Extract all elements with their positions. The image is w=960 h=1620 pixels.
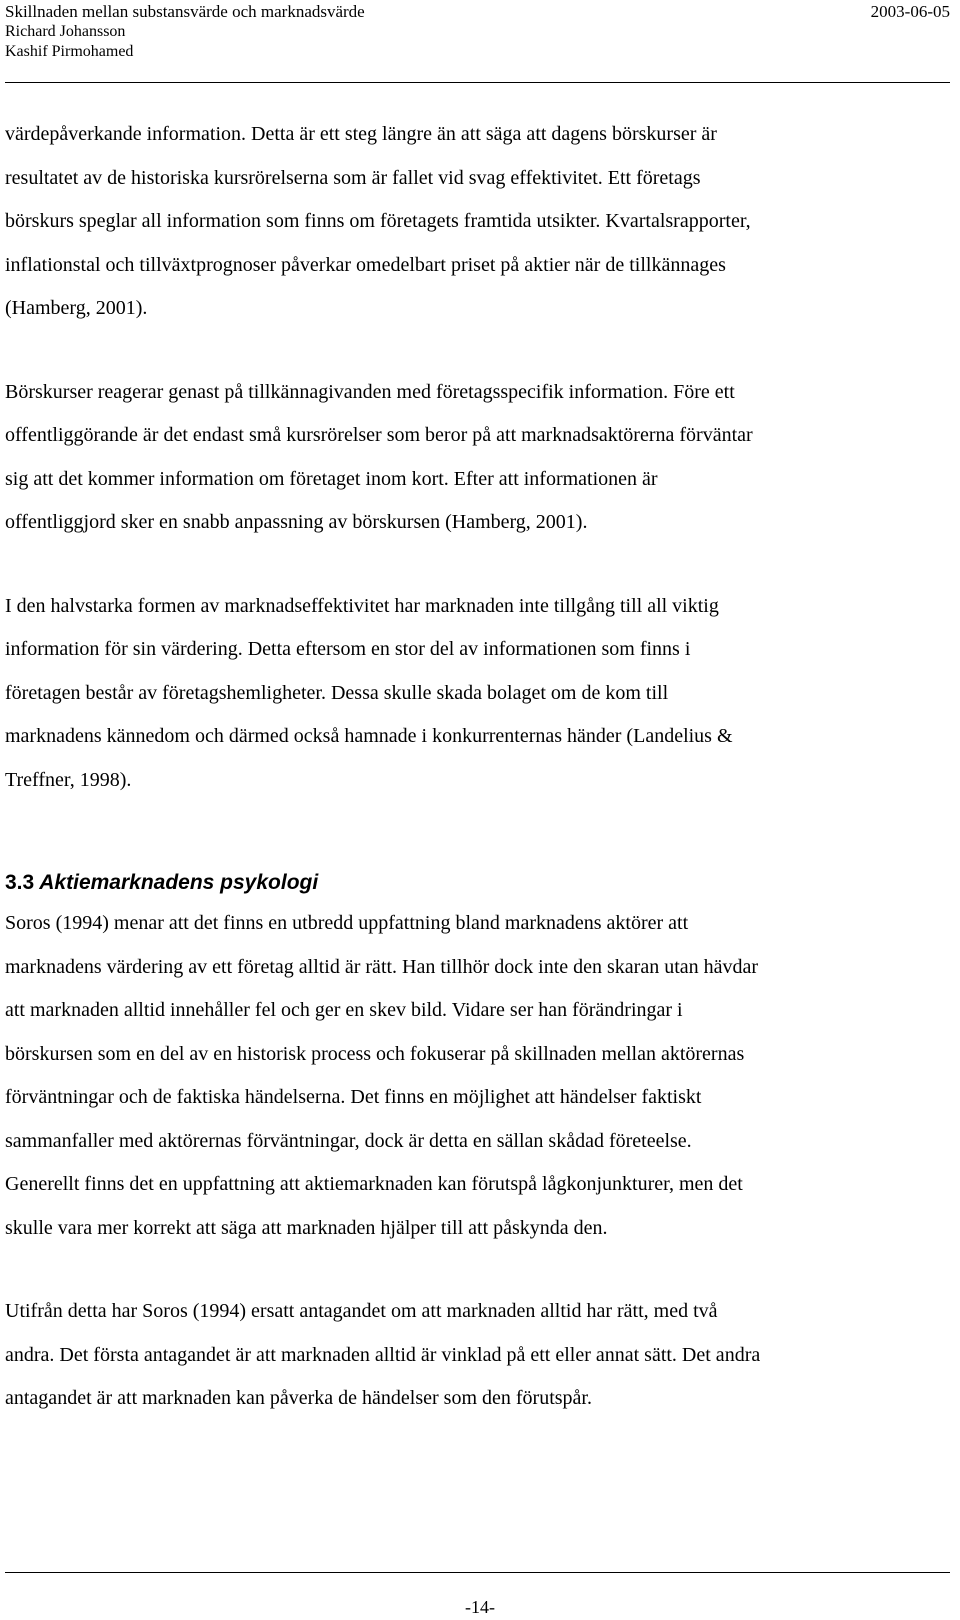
page-body — [5, 113, 950, 1421]
body-paragraph — [5, 585, 950, 803]
author-name: Richard Johansson — [5, 23, 126, 40]
text-line: I den halvstarka formen av marknadseffektivitet har marknaden inte tillgång till all viktig — [5, 594, 719, 617]
text-line: skulle vara mer korrekt att säga att marknaden hjälper till att påskynda den. — [5, 1216, 608, 1239]
body-paragraph — [5, 113, 950, 331]
author-name: Kashif Pirmohamed — [5, 43, 134, 60]
text-line: Treffner, 1998). — [5, 768, 132, 791]
text-line: offentliggörande är det endast små kursrörelser som beror på att marknadsaktörerna förväntar — [5, 424, 753, 446]
body-paragraph — [5, 371, 950, 545]
text-line: Utifrån detta har Soros (1994) ersatt antagandet om att marknaden alltid har rätt, med två — [5, 1300, 718, 1322]
text-line: marknadens värdering av ett företag alltid är rätt. Han tillhör dock inte den skaran utan hävdar — [5, 955, 759, 978]
body-paragraph — [5, 1290, 950, 1421]
page-number: -14- — [465, 1597, 495, 1617]
text-line: företagen består av företagshemligheter. Dessa skulle skada bolaget om de kom till — [5, 681, 669, 704]
text-line: andra. Det första antagandet är att marknaden alltid är vinklad på ett eller annat sätt. Det andra — [5, 1343, 761, 1366]
text-line: Generellt finns det en uppfattning att aktiemarknaden kan förutspå lågkonjunkturer, men det — [5, 1173, 743, 1195]
section-title: Aktiemarknadens psykologi — [39, 871, 319, 894]
text-line: Soros (1994) menar att det finns en utbredd uppfattning bland marknadens aktörer att — [5, 912, 689, 934]
page-header — [5, 0, 950, 84]
text-line: information för sin värdering. Detta eftersom en stor del av informationen som finns i — [5, 638, 691, 660]
text-line: Börskurser reagerar genast på tillkännagivanden med företagsspecifik information. Före ett — [5, 380, 735, 403]
document-date: 2003-06-05 — [870, 2, 950, 21]
text-line: börskursen som en del av en historisk process och fokuserar på skillnaden mellan aktörernas — [5, 1042, 745, 1065]
text-line: börskurs speglar all information som finns om företagets framtida utsikter. Kvartalsrapporter, — [5, 210, 751, 232]
text-line: antagandet är att marknaden kan påverka de händelser som den förutspår. — [5, 1387, 592, 1409]
footer-divider — [5, 1572, 950, 1573]
text-line: inflationstal och tillväxtprognoser påverkar omedelbart priset på aktier när de tillkännages — [5, 253, 726, 276]
text-line: värdepåverkande information. Detta är ett steg längre än att säga att dagens börskurser är — [5, 123, 717, 145]
section-heading — [5, 868, 950, 902]
text-line: att marknaden alltid innehåller fel och ger en skev bild. Vidare ser han förändringar i — [5, 999, 683, 1021]
text-line: sammanfaller med aktörernas förväntningar, dock är detta en sällan skådad företeelse. — [5, 1129, 692, 1152]
text-line: offentliggjord sker en snabb anpassning av börskursen (Hamberg, 2001). — [5, 511, 588, 533]
section-number: 3.3 — [5, 871, 35, 894]
header-left-block — [5, 2, 365, 62]
text-line: förväntningar och de faktiska händelserna. Det finns en möjlighet att händelser faktiskt — [5, 1086, 702, 1108]
text-line: (Hamberg, 2001). — [5, 297, 148, 319]
text-line: marknadens kännedom och därmed också hamnade i konkurrenternas händer (Landelius & — [5, 725, 733, 747]
text-line: sig att det kommer information om företaget inom kort. Efter att informationen är — [5, 467, 658, 490]
text-line: resultatet av de historiska kursrörelserna som är fallet vid svag effektivitet. Ett företags — [5, 166, 701, 189]
document-title: Skillnaden mellan substansvärde och marknadsvärde — [5, 2, 365, 21]
body-paragraph — [5, 902, 950, 1250]
header-divider — [5, 82, 950, 83]
